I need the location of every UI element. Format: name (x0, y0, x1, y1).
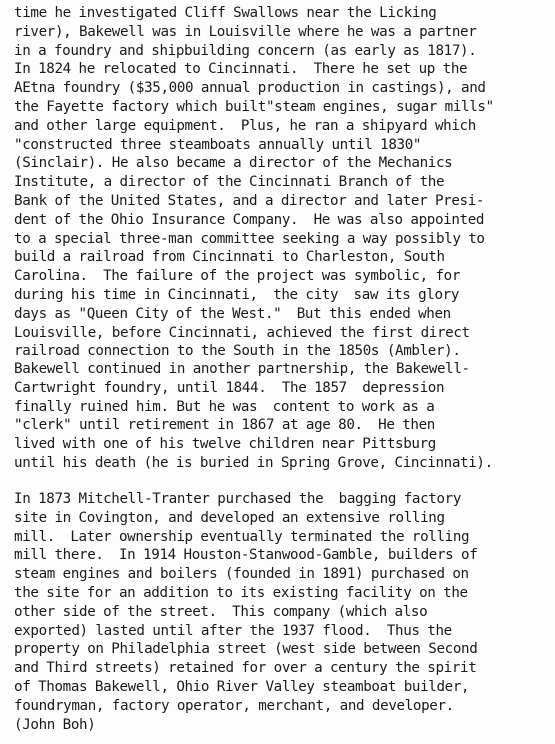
text-line: until his death (he is buried in Spring Grove, Cincinnati). (14, 454, 493, 471)
text-line: property on Philadelphia street (west side between Second (14, 641, 478, 658)
text-line: Bakewell continued in another partnership, the Bakewell- (14, 361, 470, 377)
text-line: mill. Later ownership eventually terminated the rolling (14, 528, 470, 545)
text-line: (John Boh) (14, 716, 96, 733)
text-line: steam engines and boilers (founded in 1891) purchased on (14, 566, 469, 583)
text-line: time he investigated Cliff Swallows near the Licking (14, 5, 437, 21)
paragraph-bakewell-louisville-cincinnati (14, 4, 552, 361)
text-line: mill there. In 1914 Houston-Stanwood-Gamble, builders of (14, 547, 478, 564)
text-line: site in Covington, and developed an extensive rolling (14, 509, 445, 526)
text-line: build a railroad from Cincinnati to Charleston, South (14, 249, 445, 266)
text-line: In 1873 Mitchell-Tranter purchased the bagging factory (14, 491, 462, 507)
text-line: foundryman, factory operator, merchant, and developer. (14, 697, 454, 714)
text-line: to a special three-man committee seeking a way possibly to (14, 230, 485, 247)
paragraph-bakewell-later-life (14, 360, 552, 473)
text-line: river), Bakewell was in Louisville where he was a partner (14, 23, 477, 40)
text-line: of Thomas Bakewell, Ohio River Valley steamboat builder, (14, 678, 470, 695)
text-line: (Sinclair). He also became a director of the Mechanics (14, 155, 453, 172)
text-line: and Third streets) retained for over a century the spirit (14, 660, 477, 677)
text-line: "constructed three steamboats annually until 1830" (14, 136, 422, 153)
text-line: lived with one of his twelve children near Pittsburg (14, 436, 436, 453)
text-line: AEtna foundry ($35,000 annual production in castings), and (14, 80, 486, 97)
text-line: Carolina. The failure of the project was symbolic, for (14, 268, 461, 285)
text-line: in a foundry and shipbuilding concern (as early as 1817). (14, 42, 477, 59)
paragraph-site-history (14, 490, 552, 734)
text-line: other side of the street. This company (which also (14, 603, 428, 620)
text-line: exported) lasted until after the 1937 flood. Thus the (14, 622, 452, 639)
text-line: during his time in Cincinnati, the city saw its glory (14, 286, 460, 303)
text-line: Louisville, before Cincinnati, achieved the first direct (14, 324, 470, 341)
text-line: finally ruined him. But he was content to work as a (14, 398, 435, 415)
text-line: In 1824 he relocated to Cincinnati. There he set up the (14, 61, 468, 78)
text-line: Bank of the United States, and a director and later Presi- (14, 192, 485, 209)
text-line: and other large equipment. Plus, he ran a shipyard which (14, 117, 476, 134)
text-line: dent of the Ohio Insurance Company. He was also appointed (14, 211, 485, 228)
text-line: "clerk" until retirement in 1867 at age 80. He then (14, 417, 435, 434)
text-line: railroad connection to the South in the 1850s (Ambler). (14, 343, 461, 360)
text-line: the site for an addition to its existing facility on the (14, 584, 468, 601)
text-line: Institute, a director of the Cincinnati Branch of the (14, 174, 445, 191)
text-line: Cartwright foundry, until 1844. The 1857 depression (14, 379, 445, 396)
text-line: days as "Queen City of the West." But this ended when (14, 305, 451, 322)
text-line: the Fayette factory which built"steam engines, sugar mills" (14, 98, 494, 115)
